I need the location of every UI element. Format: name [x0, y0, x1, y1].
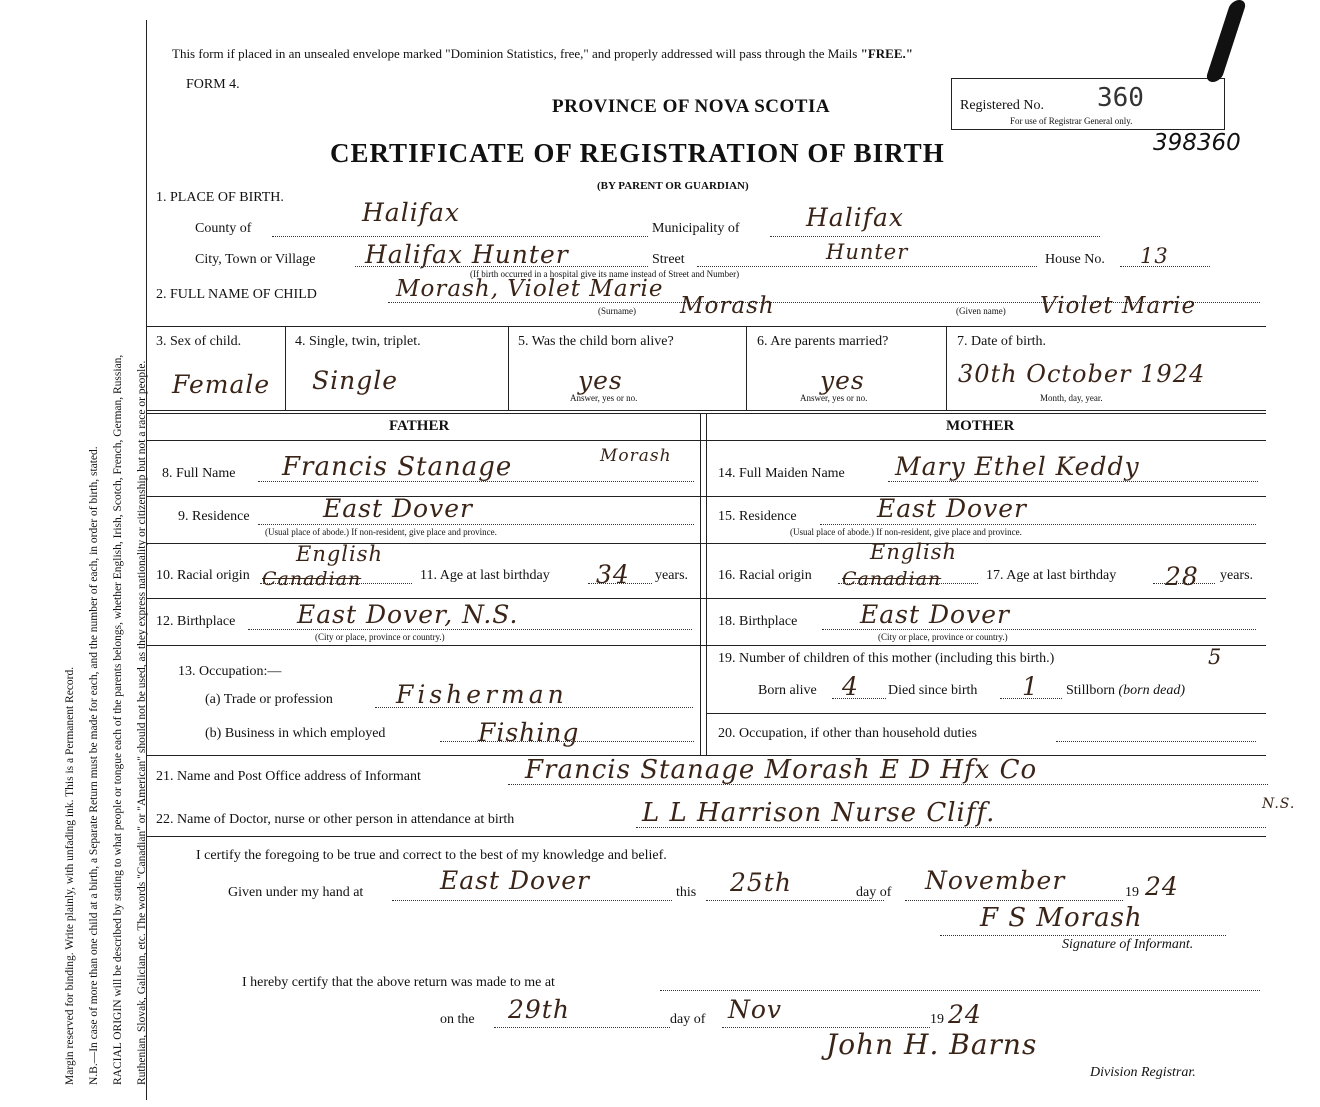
- died-label: Died since birth: [888, 683, 978, 698]
- mother-residence-note: (Usual place of abode.) If non-resident, give place and province.: [790, 527, 1022, 537]
- father-birthplace-value: East Dover, N.S.: [297, 600, 519, 629]
- mother-age-label: 17. Age at last birthday: [986, 568, 1117, 583]
- sex-value: Female: [172, 370, 271, 399]
- alive-label: 5. Was the child born alive?: [518, 334, 674, 349]
- married-label: 6. Are parents married?: [757, 334, 889, 349]
- given-month: November: [925, 866, 1066, 895]
- mother-age-value: 28: [1165, 562, 1199, 591]
- full-name-value: Morash, Violet Marie: [396, 276, 664, 302]
- married-value: yes: [820, 366, 865, 395]
- registered-label: Registered No.: [960, 98, 1044, 113]
- mother-children-label: 19. Number of children of this mother (including this birth.): [718, 651, 1055, 666]
- father-racial-label: 10. Racial origin: [156, 568, 250, 583]
- city-label: City, Town or Village: [195, 252, 316, 267]
- alive-value: yes: [578, 366, 623, 395]
- married-note: Answer, yes or no.: [800, 393, 868, 403]
- municipality-value: Halifax: [806, 203, 904, 232]
- given-day-of: day of: [856, 885, 892, 900]
- given-label: Given under my hand at: [228, 885, 364, 900]
- sex-label: 3. Sex of child.: [156, 334, 242, 349]
- father-name-value: Francis Stanage: [282, 452, 513, 482]
- informant-value: Francis Stanage Morash E D Hfx Co: [525, 755, 1038, 785]
- mother-birthplace-value: East Dover: [860, 600, 1010, 629]
- registered-box: [951, 78, 1225, 130]
- county-value: Halifax: [362, 198, 460, 227]
- father-racial-struck: Canadian: [262, 568, 362, 590]
- father-business-value: Fishing: [478, 718, 580, 747]
- mother-heading: MOTHER: [946, 418, 1015, 434]
- surname-value: Morash: [680, 293, 775, 319]
- province-heading: PROVINCE OF NOVA SCOTIA: [552, 96, 831, 117]
- mother-occupation-label: 20. Occupation, if other than household duties: [718, 726, 977, 741]
- registration-month: Nov: [728, 995, 783, 1024]
- mother-racial-struck: Canadian: [842, 568, 942, 590]
- father-name-label: 8. Full Name: [162, 466, 236, 481]
- informant-label: 21. Name and Post Office address of Informant: [156, 769, 421, 784]
- father-heading: FATHER: [389, 418, 450, 434]
- municipality-label: Municipality of: [652, 221, 740, 236]
- county-label: County of: [195, 221, 252, 236]
- registrar-label: Division Registrar.: [1090, 1065, 1196, 1080]
- given-place: East Dover: [440, 866, 590, 895]
- city-value: Halifax Hunter: [365, 240, 569, 269]
- father-residence-value: East Dover: [323, 494, 473, 523]
- stamp-number: 398360: [1153, 130, 1241, 156]
- house-value: 13: [1140, 244, 1169, 268]
- single-label: 4. Single, twin, triplet.: [295, 334, 421, 349]
- dob-value: 30th October 1924: [958, 360, 1206, 388]
- father-age-label: 11. Age at last birthday: [420, 568, 550, 583]
- certificate-title: CERTIFICATE OF REGISTRATION OF BIRTH: [330, 138, 945, 168]
- margin-note-4: Ruthenian, Slovak, Galician, etc. The words "Canadian" or "American" should not be used, as they express nationality or citizenship but not a race or people.: [136, 360, 148, 1085]
- place-of-birth-label: 1. PLACE OF BIRTH.: [156, 190, 284, 205]
- signature-label: Signature of Informant.: [1062, 937, 1194, 952]
- mother-birthplace-note: (City or place, province or country.): [878, 632, 1008, 642]
- doctor-label: 22. Name of Doctor, nurse or other person in attendance at birth: [156, 812, 515, 827]
- father-birthplace-label: 12. Birthplace: [156, 614, 236, 629]
- certificate-subtitle: (BY PARENT OR GUARDIAN): [597, 180, 749, 192]
- form-left-border: [146, 20, 147, 1100]
- margin-note-1: Margin reserved for binding. Write plainly, with unfading ink. This is a Permanent Record.: [64, 666, 76, 1085]
- stillborn-label: Stillborn (born dead): [1066, 683, 1186, 698]
- given-year: 24: [1145, 872, 1179, 901]
- mother-name-label: 14. Full Maiden Name: [718, 466, 845, 481]
- street-label: Street: [652, 252, 685, 267]
- father-trade-value: Fisherman: [396, 680, 568, 709]
- hospital-note: (If birth occurred in a hospital give its name instead of Street and Number): [470, 269, 740, 279]
- father-occupation-label: 13. Occupation:—: [178, 664, 282, 679]
- margin-note-2: N.B.—In case of more than one child at a birth, a Separate Return must be made for each, and the number of each, in order of birth, stated.: [88, 446, 100, 1085]
- doctor-value: L L Harrison Nurse Cliff.: [642, 798, 996, 828]
- mail-notice: This form if placed in an unsealed envelope marked "Dominion Statistics, free," and properly addressed will pass through the Mails "FREE.": [172, 46, 913, 61]
- registrar-note: For use of Registrar General only.: [1010, 116, 1133, 126]
- father-years: years.: [655, 568, 689, 583]
- father-trade-label: (a) Trade or profession: [205, 692, 333, 707]
- dob-label: 7. Date of birth.: [957, 334, 1047, 349]
- father-racial-top: English: [296, 542, 384, 566]
- father-age-value: 34: [596, 560, 630, 589]
- given-value: Violet Marie: [1040, 293, 1197, 319]
- father-birthplace-note: (City or place, province or country.): [315, 632, 445, 642]
- born-alive-value: 4: [842, 672, 859, 701]
- surname-note: (Surname): [598, 306, 636, 316]
- dob-note: Month, day, year.: [1040, 393, 1103, 403]
- registrar-signature: John H. Barns: [826, 1028, 1038, 1061]
- father-name-extra: Morash: [600, 446, 672, 466]
- certify-text: I certify the foregoing to be true and correct to the best of my knowledge and belief.: [196, 848, 667, 863]
- mother-residence-value: East Dover: [877, 494, 1027, 523]
- registered-value: 360: [1097, 83, 1144, 113]
- street-value: Hunter: [826, 240, 909, 264]
- mother-racial-top: English: [870, 540, 958, 564]
- mother-children-value: 5: [1208, 645, 1223, 669]
- alive-note: Answer, yes or no.: [570, 393, 638, 403]
- mother-years: years.: [1220, 568, 1254, 583]
- registration-day-of: day of: [670, 1012, 706, 1027]
- born-alive-label: Born alive: [758, 683, 817, 698]
- father-residence-label: 9. Residence: [178, 509, 250, 524]
- on-the-label: on the: [440, 1012, 475, 1027]
- doctor-extra: N.S.: [1262, 796, 1296, 812]
- given-note: (Given name): [956, 306, 1006, 316]
- father-residence-note: (Usual place of abode.) If non-resident, give place and province.: [265, 527, 497, 537]
- mother-racial-label: 16. Racial origin: [718, 568, 812, 583]
- registrar-certify: I hereby certify that the above return was made to me at: [242, 975, 555, 990]
- registration-year: 24: [948, 1000, 982, 1029]
- mother-name-value: Mary Ethel Keddy: [895, 452, 1140, 481]
- full-name-label: 2. FULL NAME OF CHILD: [156, 287, 317, 302]
- registration-day: 29th: [508, 995, 570, 1024]
- father-business-label: (b) Business in which employed: [205, 726, 386, 741]
- informant-signature: F S Morash: [980, 903, 1143, 933]
- this-label: this: [676, 885, 697, 900]
- ink-mark: [1205, 0, 1248, 82]
- died-value: 1: [1022, 672, 1039, 701]
- given-day: 25th: [730, 868, 792, 897]
- mother-birthplace-label: 18. Birthplace: [718, 614, 798, 629]
- single-value: Single: [312, 366, 399, 395]
- mother-residence-label: 15. Residence: [718, 509, 797, 524]
- form-number: FORM 4.: [186, 77, 240, 92]
- given-year-prefix: 19: [1125, 885, 1139, 900]
- house-label: House No.: [1045, 252, 1105, 267]
- margin-note-3: RACIAL ORIGIN will be described by stating to what people or tongue each of the parents belongs, whether English, Irish, Scotch, French, German, Russian,: [112, 354, 124, 1085]
- registration-year-prefix: 19: [930, 1012, 944, 1027]
